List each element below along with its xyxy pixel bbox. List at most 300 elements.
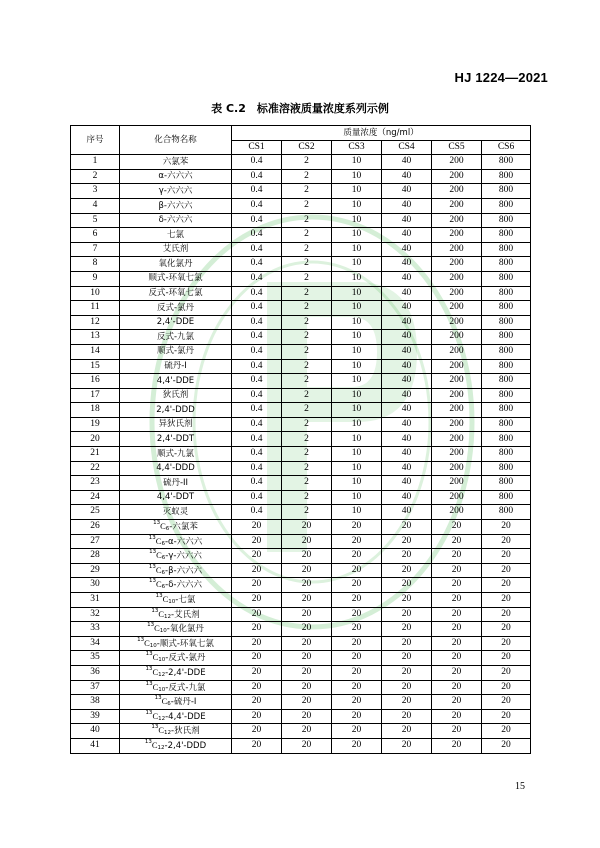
concentration-cs1: 20 bbox=[232, 520, 282, 535]
table-row bbox=[71, 490, 531, 505]
compound-name bbox=[120, 695, 232, 710]
concentration-cs1: 0.4 bbox=[232, 476, 282, 491]
concentration-cs4: 40 bbox=[382, 447, 432, 462]
concentration-cs3: 20 bbox=[332, 724, 382, 739]
table-row bbox=[71, 636, 531, 651]
table-row bbox=[71, 169, 531, 184]
concentration-cs5: 20 bbox=[432, 563, 482, 578]
compound-name: 4,4'-DDD bbox=[120, 461, 232, 476]
concentration-cs2: 2 bbox=[282, 184, 332, 199]
concentration-cs3: 20 bbox=[332, 563, 382, 578]
concentration-cs2: 2 bbox=[282, 447, 332, 462]
concentration-cs6: 800 bbox=[482, 403, 531, 418]
compound-name bbox=[120, 520, 232, 535]
row-index: 10 bbox=[71, 286, 120, 301]
row-index: 3 bbox=[71, 184, 120, 199]
concentration-cs3: 20 bbox=[332, 534, 382, 549]
table-header-row bbox=[71, 126, 531, 141]
concentration-cs4: 40 bbox=[382, 417, 432, 432]
row-index: 19 bbox=[71, 417, 120, 432]
concentration-cs4: 20 bbox=[382, 593, 432, 608]
concentration-cs2: 20 bbox=[282, 534, 332, 549]
table-row bbox=[71, 607, 531, 622]
row-index: 6 bbox=[71, 228, 120, 243]
table-row bbox=[71, 184, 531, 199]
concentration-cs5: 200 bbox=[432, 476, 482, 491]
concentration-cs5: 20 bbox=[432, 709, 482, 724]
concentration-cs3: 10 bbox=[332, 330, 382, 345]
concentration-cs4: 40 bbox=[382, 184, 432, 199]
table-row bbox=[71, 680, 531, 695]
compound-name: 反式-氯丹 bbox=[120, 301, 232, 316]
concentration-cs1: 0.4 bbox=[232, 228, 282, 243]
table-row bbox=[71, 417, 531, 432]
table-body bbox=[71, 155, 531, 753]
isotope-mass: 13 bbox=[148, 563, 156, 570]
compound-name: 硫丹-II bbox=[120, 476, 232, 491]
concentration-cs4: 20 bbox=[382, 695, 432, 710]
compound-label: -顺式-环氧七氯 bbox=[156, 638, 214, 649]
isotope-count: 10 bbox=[168, 599, 176, 606]
table-row bbox=[71, 330, 531, 345]
concentration-cs2: 2 bbox=[282, 213, 332, 228]
concentration-cs2: 2 bbox=[282, 286, 332, 301]
concentration-cs1: 0.4 bbox=[232, 213, 282, 228]
concentration-cs5: 200 bbox=[432, 242, 482, 257]
concentration-cs4: 40 bbox=[382, 301, 432, 316]
row-index: 8 bbox=[71, 257, 120, 272]
concentration-cs3: 20 bbox=[332, 549, 382, 564]
concentration-cs6: 800 bbox=[482, 257, 531, 272]
row-index: 27 bbox=[71, 534, 120, 549]
concentration-cs6: 800 bbox=[482, 169, 531, 184]
concentration-cs5: 200 bbox=[432, 374, 482, 389]
compound-name bbox=[120, 563, 232, 578]
concentration-cs6: 800 bbox=[482, 286, 531, 301]
concentration-cs5: 20 bbox=[432, 665, 482, 680]
table-row bbox=[71, 505, 531, 520]
table-row bbox=[71, 388, 531, 403]
concentration-cs3: 10 bbox=[332, 417, 382, 432]
concentration-cs5: 200 bbox=[432, 330, 482, 345]
concentration-cs1: 0.4 bbox=[232, 155, 282, 170]
concentration-cs5: 200 bbox=[432, 344, 482, 359]
concentration-cs4: 40 bbox=[382, 286, 432, 301]
isotope-element: C bbox=[160, 521, 166, 532]
concentration-cs4: 20 bbox=[382, 709, 432, 724]
concentration-cs1: 0.4 bbox=[232, 271, 282, 286]
concentration-cs6: 20 bbox=[482, 593, 531, 608]
concentration-cs2: 20 bbox=[282, 622, 332, 637]
concentration-cs2: 20 bbox=[282, 680, 332, 695]
concentration-cs1: 20 bbox=[232, 738, 282, 753]
row-index: 22 bbox=[71, 461, 120, 476]
concentration-cs4: 40 bbox=[382, 330, 432, 345]
concentration-cs3: 10 bbox=[332, 271, 382, 286]
table-row bbox=[71, 520, 531, 535]
concentration-cs5: 200 bbox=[432, 505, 482, 520]
isotope-mass: 13 bbox=[149, 549, 157, 556]
concentration-cs1: 0.4 bbox=[232, 315, 282, 330]
concentration-cs3: 10 bbox=[332, 344, 382, 359]
concentration-cs5: 200 bbox=[432, 432, 482, 447]
concentration-cs6: 20 bbox=[482, 549, 531, 564]
concentration-cs2: 20 bbox=[282, 549, 332, 564]
concentration-cs4: 20 bbox=[382, 520, 432, 535]
row-index: 34 bbox=[71, 636, 120, 651]
concentration-cs4: 40 bbox=[382, 359, 432, 374]
concentration-cs2: 2 bbox=[282, 242, 332, 257]
concentration-cs6: 20 bbox=[482, 563, 531, 578]
isotope-mass: 13 bbox=[151, 607, 159, 614]
table-row bbox=[71, 549, 531, 564]
compound-name: 艾氏剂 bbox=[120, 242, 232, 257]
row-index: 21 bbox=[71, 447, 120, 462]
isotope-element: C bbox=[151, 739, 158, 750]
concentration-cs1: 20 bbox=[232, 665, 282, 680]
isotope-element: C bbox=[154, 623, 160, 634]
compound-name: 硫丹-I bbox=[120, 359, 232, 374]
table-row bbox=[71, 301, 531, 316]
concentration-cs3: 10 bbox=[332, 388, 382, 403]
concentration-cs3: 10 bbox=[332, 213, 382, 228]
compound-label: -硫丹-I bbox=[170, 697, 197, 708]
concentration-cs3: 10 bbox=[332, 301, 382, 316]
table-row bbox=[71, 344, 531, 359]
compound-label: -2,4'-DDD bbox=[164, 740, 207, 751]
table-row bbox=[71, 578, 531, 593]
compound-name: 顺式-氯丹 bbox=[120, 344, 232, 359]
compound-name bbox=[120, 709, 232, 724]
concentration-cs6: 800 bbox=[482, 417, 531, 432]
concentration-cs1: 0.4 bbox=[232, 403, 282, 418]
concentration-cs5: 200 bbox=[432, 359, 482, 374]
isotope-mass: 13 bbox=[151, 724, 159, 731]
concentration-cs5: 200 bbox=[432, 213, 482, 228]
compound-name: 灭蚁灵 bbox=[120, 505, 232, 520]
isotope-count: 6 bbox=[161, 540, 165, 547]
concentration-cs2: 20 bbox=[282, 593, 332, 608]
compound-name bbox=[120, 593, 232, 608]
row-index: 14 bbox=[71, 344, 120, 359]
header-cs2: CS2 bbox=[282, 140, 332, 155]
concentration-cs5: 200 bbox=[432, 286, 482, 301]
row-index: 40 bbox=[71, 724, 120, 739]
table-row bbox=[71, 461, 531, 476]
concentration-cs4: 40 bbox=[382, 169, 432, 184]
table-row bbox=[71, 432, 531, 447]
concentration-cs6: 800 bbox=[482, 315, 531, 330]
compound-name: 异狄氏剂 bbox=[120, 417, 232, 432]
concentration-cs3: 10 bbox=[332, 228, 382, 243]
concentration-cs4: 40 bbox=[382, 228, 432, 243]
concentration-cs2: 20 bbox=[282, 709, 332, 724]
row-index: 2 bbox=[71, 169, 120, 184]
concentration-cs2: 20 bbox=[282, 695, 332, 710]
compound-name bbox=[120, 578, 232, 593]
concentration-cs6: 20 bbox=[482, 622, 531, 637]
concentration-cs3: 10 bbox=[332, 155, 382, 170]
concentration-cs5: 200 bbox=[432, 184, 482, 199]
isotope-count: 10 bbox=[159, 628, 167, 635]
isotope-count: 6 bbox=[161, 569, 166, 576]
isotope-mass: 13 bbox=[144, 738, 152, 745]
concentration-cs1: 20 bbox=[232, 724, 282, 739]
concentration-cs5: 20 bbox=[432, 724, 482, 739]
isotope-count: 6 bbox=[167, 701, 171, 708]
compound-name bbox=[120, 607, 232, 622]
concentration-cs1: 0.4 bbox=[232, 330, 282, 345]
concentration-cs5: 200 bbox=[432, 490, 482, 505]
concentration-cs1: 0.4 bbox=[232, 242, 282, 257]
concentration-cs3: 20 bbox=[332, 651, 382, 666]
concentration-cs5: 200 bbox=[432, 447, 482, 462]
concentration-cs3: 20 bbox=[332, 738, 382, 753]
concentration-cs1: 20 bbox=[232, 622, 282, 637]
concentration-cs2: 20 bbox=[282, 665, 332, 680]
row-index: 16 bbox=[71, 374, 120, 389]
concentration-cs4: 40 bbox=[382, 403, 432, 418]
header-cs4: CS4 bbox=[382, 140, 432, 155]
concentration-cs5: 200 bbox=[432, 169, 482, 184]
compound-name bbox=[120, 680, 232, 695]
concentration-cs3: 20 bbox=[332, 520, 382, 535]
concentration-cs6: 800 bbox=[482, 505, 531, 520]
concentration-cs6: 800 bbox=[482, 213, 531, 228]
isotope-element: C bbox=[155, 579, 162, 590]
isotope-count: 12 bbox=[157, 744, 165, 751]
isotope-mass: 13 bbox=[148, 578, 156, 585]
concentration-cs1: 20 bbox=[232, 636, 282, 651]
compound-name bbox=[120, 724, 232, 739]
concentration-cs3: 10 bbox=[332, 257, 382, 272]
concentration-cs5: 20 bbox=[432, 680, 482, 695]
isotope-element: C bbox=[156, 550, 162, 561]
header-index: 序号 bbox=[71, 126, 120, 155]
page-number: 15 bbox=[515, 781, 525, 792]
compound-label: -艾氏剂 bbox=[171, 609, 200, 620]
concentration-cs3: 20 bbox=[332, 665, 382, 680]
table-row bbox=[71, 593, 531, 608]
isotope-count: 10 bbox=[149, 642, 157, 649]
table-row bbox=[71, 665, 531, 680]
table-row bbox=[71, 359, 531, 374]
table-row bbox=[71, 724, 531, 739]
compound-name: 2,4'-DDT bbox=[120, 432, 232, 447]
concentration-cs5: 20 bbox=[432, 578, 482, 593]
compound-label: -2,4'-DDE bbox=[165, 668, 206, 679]
concentration-cs6: 20 bbox=[482, 724, 531, 739]
isotope-mass: 13 bbox=[155, 593, 163, 600]
isotope-count: 6 bbox=[165, 526, 170, 533]
concentration-cs4: 40 bbox=[382, 213, 432, 228]
compound-name bbox=[120, 636, 232, 651]
concentration-cs5: 200 bbox=[432, 271, 482, 286]
concentration-cs2: 2 bbox=[282, 330, 332, 345]
compound-name bbox=[120, 534, 232, 549]
row-index: 37 bbox=[71, 680, 120, 695]
concentration-cs2: 2 bbox=[282, 432, 332, 447]
compound-name bbox=[120, 549, 232, 564]
concentration-cs6: 800 bbox=[482, 461, 531, 476]
concentration-cs6: 20 bbox=[482, 651, 531, 666]
concentration-cs2: 2 bbox=[282, 301, 332, 316]
table-row bbox=[71, 447, 531, 462]
isotope-element: C bbox=[152, 681, 159, 692]
compound-name bbox=[120, 738, 232, 753]
concentration-cs5: 200 bbox=[432, 155, 482, 170]
concentration-cs2: 20 bbox=[282, 636, 332, 651]
table-row bbox=[71, 403, 531, 418]
isotope-count: 12 bbox=[164, 613, 172, 620]
concentration-cs6: 20 bbox=[482, 607, 531, 622]
table-row bbox=[71, 374, 531, 389]
concentration-cs4: 40 bbox=[382, 505, 432, 520]
concentration-cs2: 2 bbox=[282, 169, 332, 184]
table-row bbox=[71, 286, 531, 301]
concentration-cs3: 20 bbox=[332, 636, 382, 651]
table-caption: 表 C.2 标准溶液质量浓度系列示例 bbox=[211, 102, 389, 115]
row-index: 18 bbox=[71, 403, 120, 418]
concentration-cs2: 2 bbox=[282, 271, 332, 286]
table-row bbox=[71, 198, 531, 213]
concentration-cs2: 2 bbox=[282, 476, 332, 491]
concentration-cs5: 200 bbox=[432, 403, 482, 418]
concentration-cs3: 20 bbox=[332, 578, 382, 593]
concentration-cs4: 20 bbox=[382, 549, 432, 564]
concentration-cs2: 20 bbox=[282, 520, 332, 535]
concentration-cs2: 2 bbox=[282, 228, 332, 243]
concentration-cs5: 20 bbox=[432, 636, 482, 651]
row-index: 31 bbox=[71, 593, 120, 608]
concentration-cs2: 20 bbox=[282, 738, 332, 753]
isotope-count: 10 bbox=[158, 657, 166, 664]
concentration-cs2: 2 bbox=[282, 461, 332, 476]
table-row bbox=[71, 155, 531, 170]
concentration-cs6: 800 bbox=[482, 388, 531, 403]
row-index: 24 bbox=[71, 490, 120, 505]
concentration-cs5: 20 bbox=[432, 549, 482, 564]
compound-label: -4,4'-DDE bbox=[165, 711, 206, 722]
concentration-cs5: 200 bbox=[432, 301, 482, 316]
concentration-cs5: 200 bbox=[432, 461, 482, 476]
isotope-element: C bbox=[161, 696, 168, 707]
concentration-cs3: 20 bbox=[332, 680, 382, 695]
compound-name: 顺式-九氯 bbox=[120, 447, 232, 462]
header-name: 化合物名称 bbox=[120, 126, 232, 155]
row-index: 15 bbox=[71, 359, 120, 374]
header-cs1: CS1 bbox=[232, 140, 282, 155]
concentration-cs1: 0.4 bbox=[232, 374, 282, 389]
concentration-cs4: 20 bbox=[382, 563, 432, 578]
table-row bbox=[71, 257, 531, 272]
isotope-element: C bbox=[158, 725, 165, 736]
concentration-cs6: 800 bbox=[482, 242, 531, 257]
compound-name: α-六六六 bbox=[120, 169, 232, 184]
concentration-cs6: 800 bbox=[482, 447, 531, 462]
table-row bbox=[71, 242, 531, 257]
compound-label: -α-六六六 bbox=[164, 536, 203, 547]
row-index: 39 bbox=[71, 709, 120, 724]
concentration-cs6: 800 bbox=[482, 476, 531, 491]
concentration-cs2: 2 bbox=[282, 374, 332, 389]
row-index: 32 bbox=[71, 607, 120, 622]
isotope-mass: 13 bbox=[137, 636, 145, 643]
concentration-cs3: 10 bbox=[332, 374, 382, 389]
concentration-cs5: 20 bbox=[432, 520, 482, 535]
isotope-element: C bbox=[152, 652, 159, 663]
row-index: 12 bbox=[71, 315, 120, 330]
table-row bbox=[71, 213, 531, 228]
concentration-cs3: 10 bbox=[332, 461, 382, 476]
isotope-mass: 13 bbox=[145, 666, 153, 673]
table-row bbox=[71, 651, 531, 666]
compound-name bbox=[120, 665, 232, 680]
concentration-cs6: 800 bbox=[482, 330, 531, 345]
isotope-mass: 13 bbox=[145, 680, 153, 687]
concentration-cs2: 2 bbox=[282, 315, 332, 330]
concentration-cs4: 20 bbox=[382, 622, 432, 637]
concentration-cs6: 800 bbox=[482, 359, 531, 374]
compound-name: 反式-九氯 bbox=[120, 330, 232, 345]
header-cs6: CS6 bbox=[482, 140, 531, 155]
concentration-cs3: 10 bbox=[332, 447, 382, 462]
concentration-cs3: 10 bbox=[332, 242, 382, 257]
concentration-cs6: 800 bbox=[482, 155, 531, 170]
isotope-element: C bbox=[152, 667, 159, 678]
compound-label: -反式-氯丹 bbox=[165, 653, 206, 664]
table-row bbox=[71, 563, 531, 578]
concentration-cs3: 10 bbox=[332, 169, 382, 184]
isotope-element: C bbox=[155, 535, 162, 546]
concentration-cs5: 200 bbox=[432, 417, 482, 432]
concentration-cs2: 2 bbox=[282, 155, 332, 170]
row-index: 5 bbox=[71, 213, 120, 228]
concentration-cs6: 800 bbox=[482, 228, 531, 243]
row-index: 23 bbox=[71, 476, 120, 491]
table-row bbox=[71, 271, 531, 286]
compound-label: -七氯 bbox=[175, 595, 196, 606]
row-index: 41 bbox=[71, 738, 120, 753]
concentration-cs2: 20 bbox=[282, 563, 332, 578]
row-index: 7 bbox=[71, 242, 120, 257]
concentration-cs3: 10 bbox=[332, 359, 382, 374]
concentration-cs5: 20 bbox=[432, 738, 482, 753]
concentration-cs4: 40 bbox=[382, 374, 432, 389]
concentration-cs2: 20 bbox=[282, 651, 332, 666]
row-index: 11 bbox=[71, 301, 120, 316]
concentration-cs3: 10 bbox=[332, 198, 382, 213]
compound-name: 4,4'-DDT bbox=[120, 490, 232, 505]
row-index: 33 bbox=[71, 622, 120, 637]
compound-label: -氧化氯丹 bbox=[166, 624, 204, 635]
concentration-cs4: 40 bbox=[382, 155, 432, 170]
concentration-cs4: 40 bbox=[382, 432, 432, 447]
table-row bbox=[71, 622, 531, 637]
row-index: 35 bbox=[71, 651, 120, 666]
concentration-cs4: 40 bbox=[382, 271, 432, 286]
isotope-mass: 13 bbox=[145, 651, 153, 658]
concentration-cs5: 20 bbox=[432, 593, 482, 608]
compound-name: 2,4'-DDE bbox=[120, 315, 232, 330]
row-index: 36 bbox=[71, 665, 120, 680]
compound-name: 六氯苯 bbox=[120, 155, 232, 170]
isotope-mass: 13 bbox=[145, 709, 153, 716]
isotope-count: 12 bbox=[158, 715, 166, 722]
row-index: 4 bbox=[71, 198, 120, 213]
row-index: 28 bbox=[71, 549, 120, 564]
row-index: 9 bbox=[71, 271, 120, 286]
